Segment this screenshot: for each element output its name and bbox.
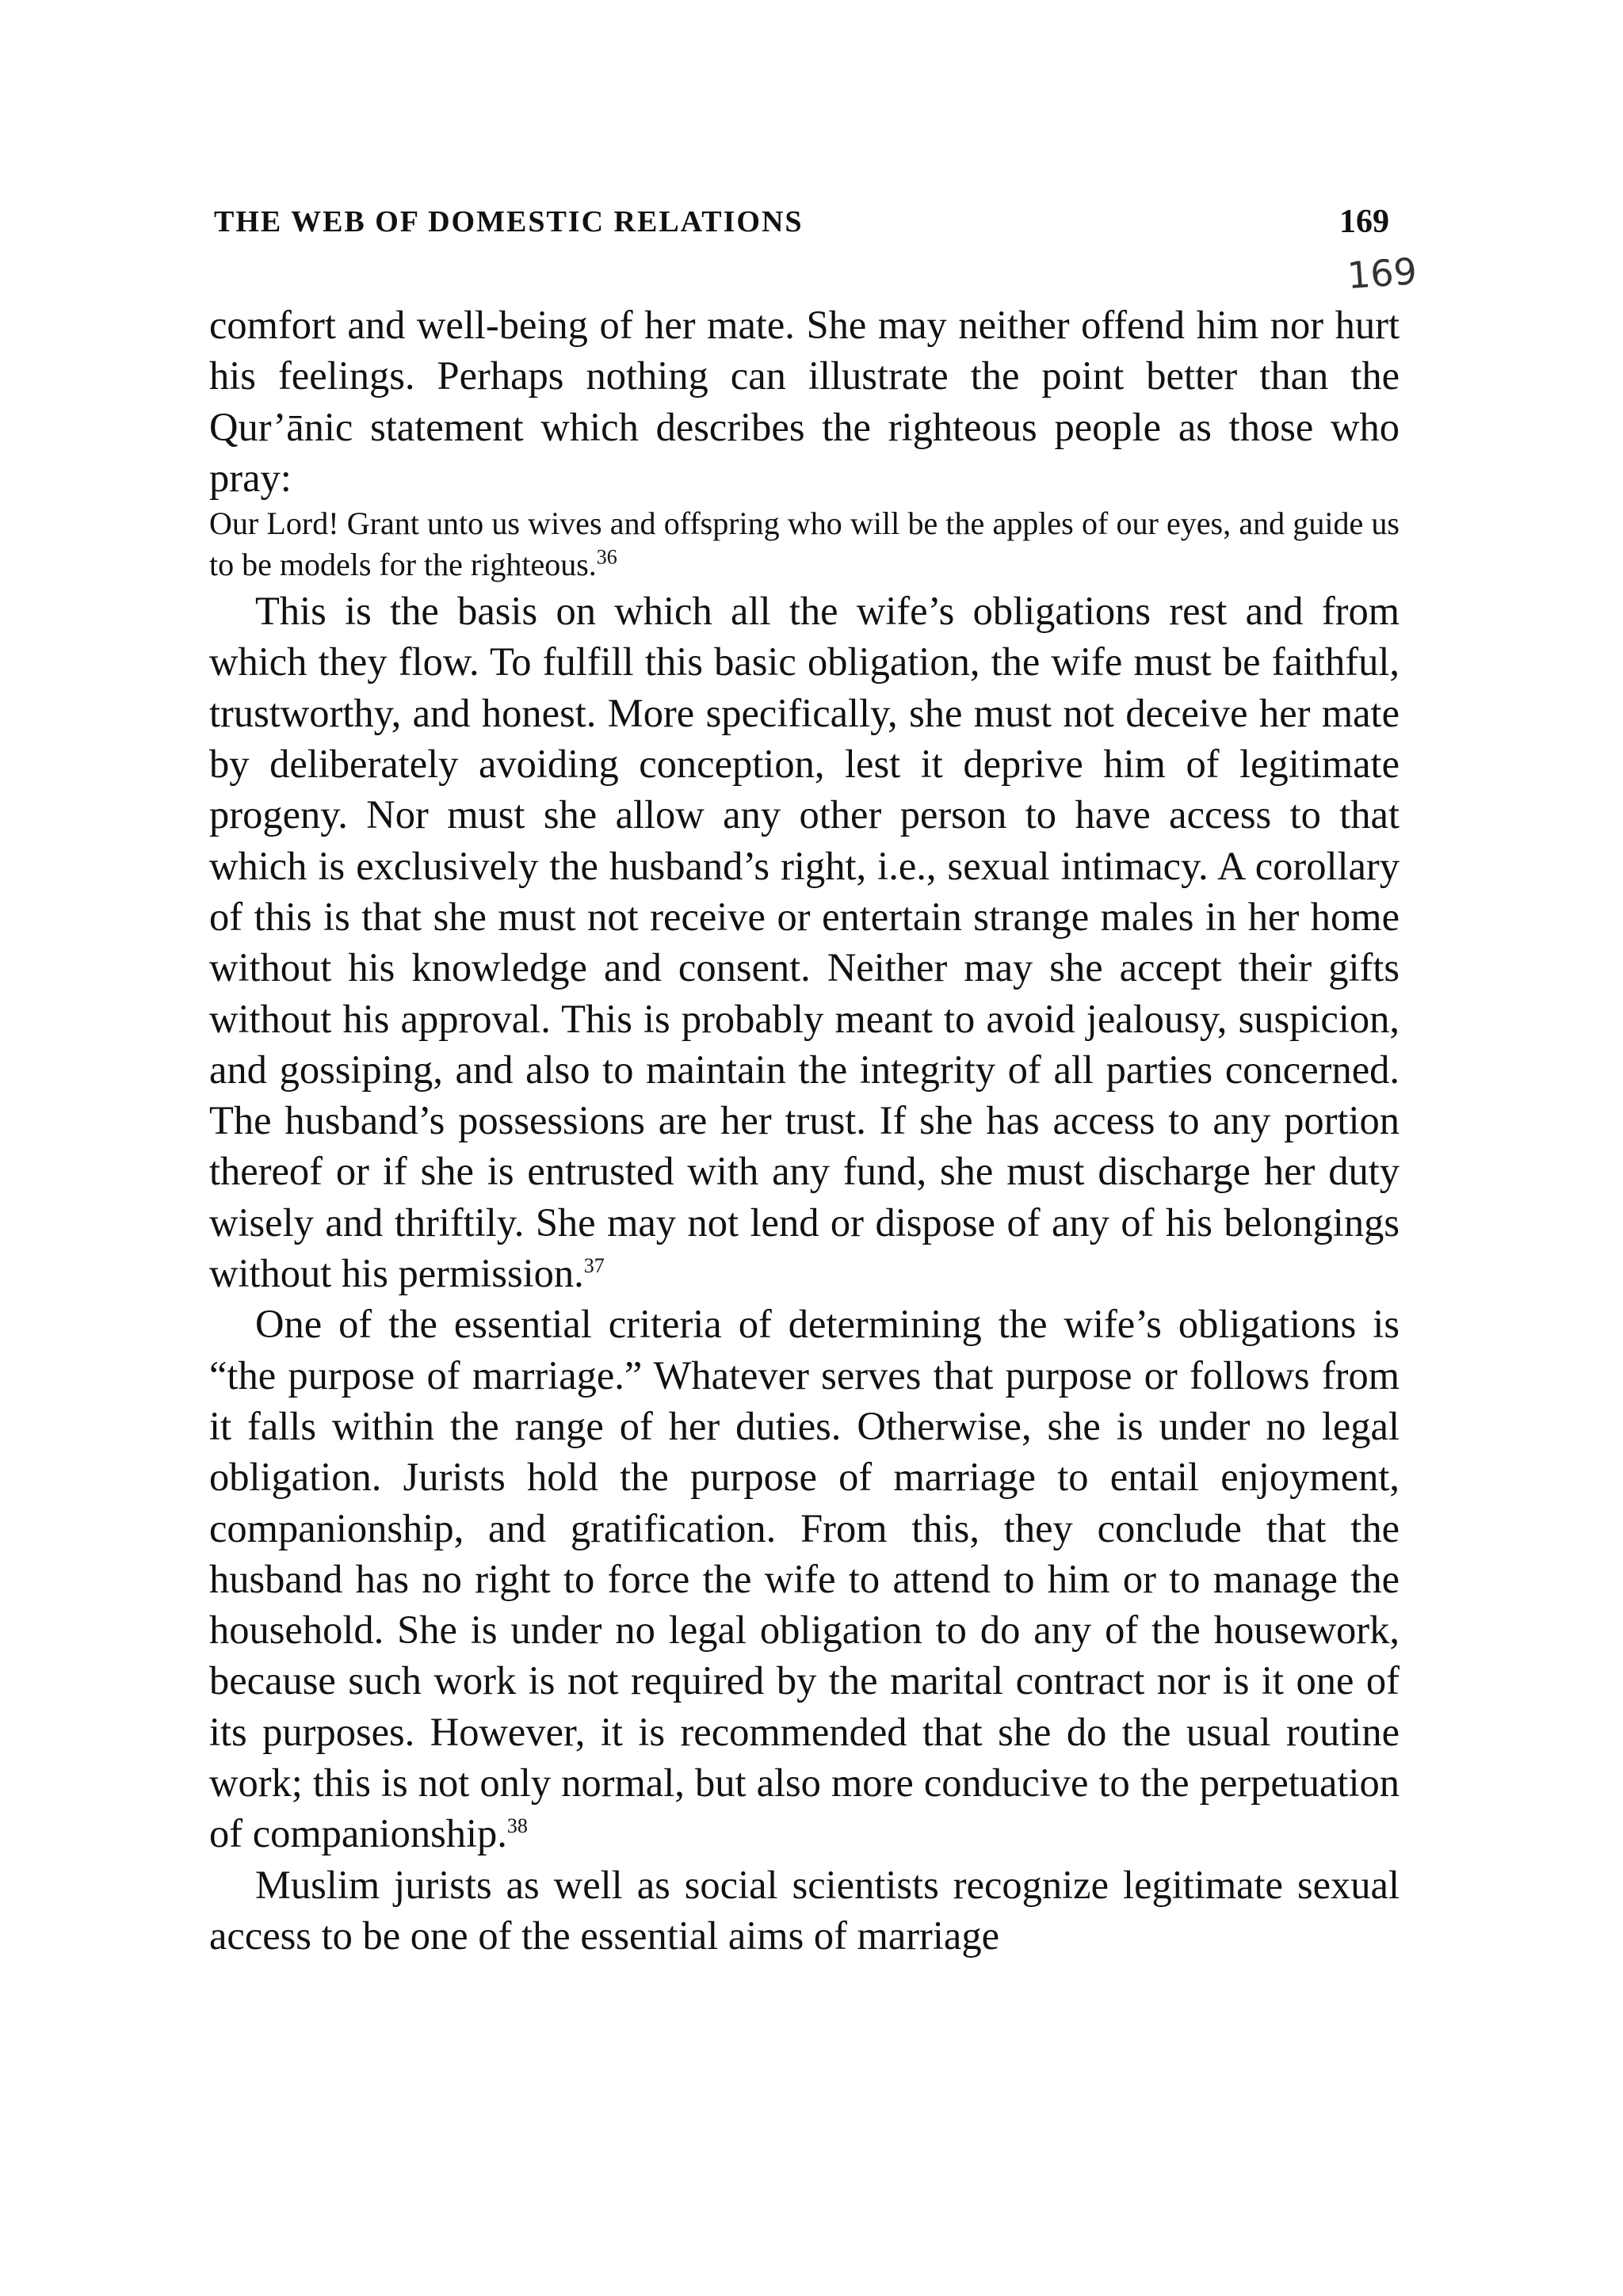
footnote-marker: 37 (583, 1254, 605, 1278)
paragraph-text: Muslim jurists as well as social scientists recognize legitimate sexual access to be one of the essential aims of marriage (209, 1862, 1400, 1958)
paragraph (209, 585, 1400, 1299)
footnote-marker: 36 (596, 545, 617, 569)
paragraph-text: comfort and well-being of her mate. She may neither offend him nor hurt his feelings. Perhaps nothing can illustrate the point better than the Qur’ānic statement which describes the righteous people as those who pray: (209, 303, 1400, 500)
running-head: THE WEB OF DOMESTIC RELATIONS (214, 205, 804, 238)
quote-text: Our Lord! Grant unto us wives and offspring who will be the apples of our eyes, and guide us to be models for the righteous. (209, 505, 1400, 583)
paragraph-text: One of the essential criteria of determining the wife’s obligations is “the purpose of marriage.” Whatever serves that purpose or follows from it falls within the range of her duties. Otherwise, she is under no legal obligation. Jurists hold the purpose of marriage to entail enjoyment, companionship, and gratification. From this, they conclude that the husband has no right to force the wife to attend to him or to manage the household. She is under no legal obligation to do any of the housework, because such work is not required by the marital contract nor is it one of its purposes. However, it is recommended that she do the usual routine work; this is not only normal, but also more conducive to the perpetuation of companionship. (209, 1302, 1400, 1856)
paragraph-text: This is the basis on which all the wife’s obligations rest and from which they flow. To fulfill this basic obligation, the wife must be faithful, trustworthy, and honest. More specifically, she must not deceive her mate by deliberately avoiding conception, lest it deprive him of legitimate progeny. Nor must she allow any other person to have access to that which is exclusively the husband’s right, i.e., sexual intimacy. A corollary of this is that she must not receive or entertain strange males in her home without his knowledge and consent. Neither may she accept their gifts without his approval. This is probably meant to avoid jealousy, suspicion, and gossiping, and also to maintain the integrity of all parties concerned. The husband’s possessions are her trust. If she has access to any portion thereof or if she is entrusted with any fund, she must discharge her duty wisely and thriftily. She may not lend or dispose of any of his belongings without his permission. (209, 589, 1400, 1296)
handwritten-page-number: 169 (1346, 250, 1419, 297)
paragraph-continuation (209, 299, 1400, 503)
body-text (209, 299, 1400, 1961)
paragraph (209, 1299, 1400, 1859)
page-number: 169 (1339, 204, 1389, 240)
footnote-marker: 38 (506, 1814, 528, 1838)
paragraph (209, 1859, 1400, 1962)
block-quote (209, 503, 1400, 585)
